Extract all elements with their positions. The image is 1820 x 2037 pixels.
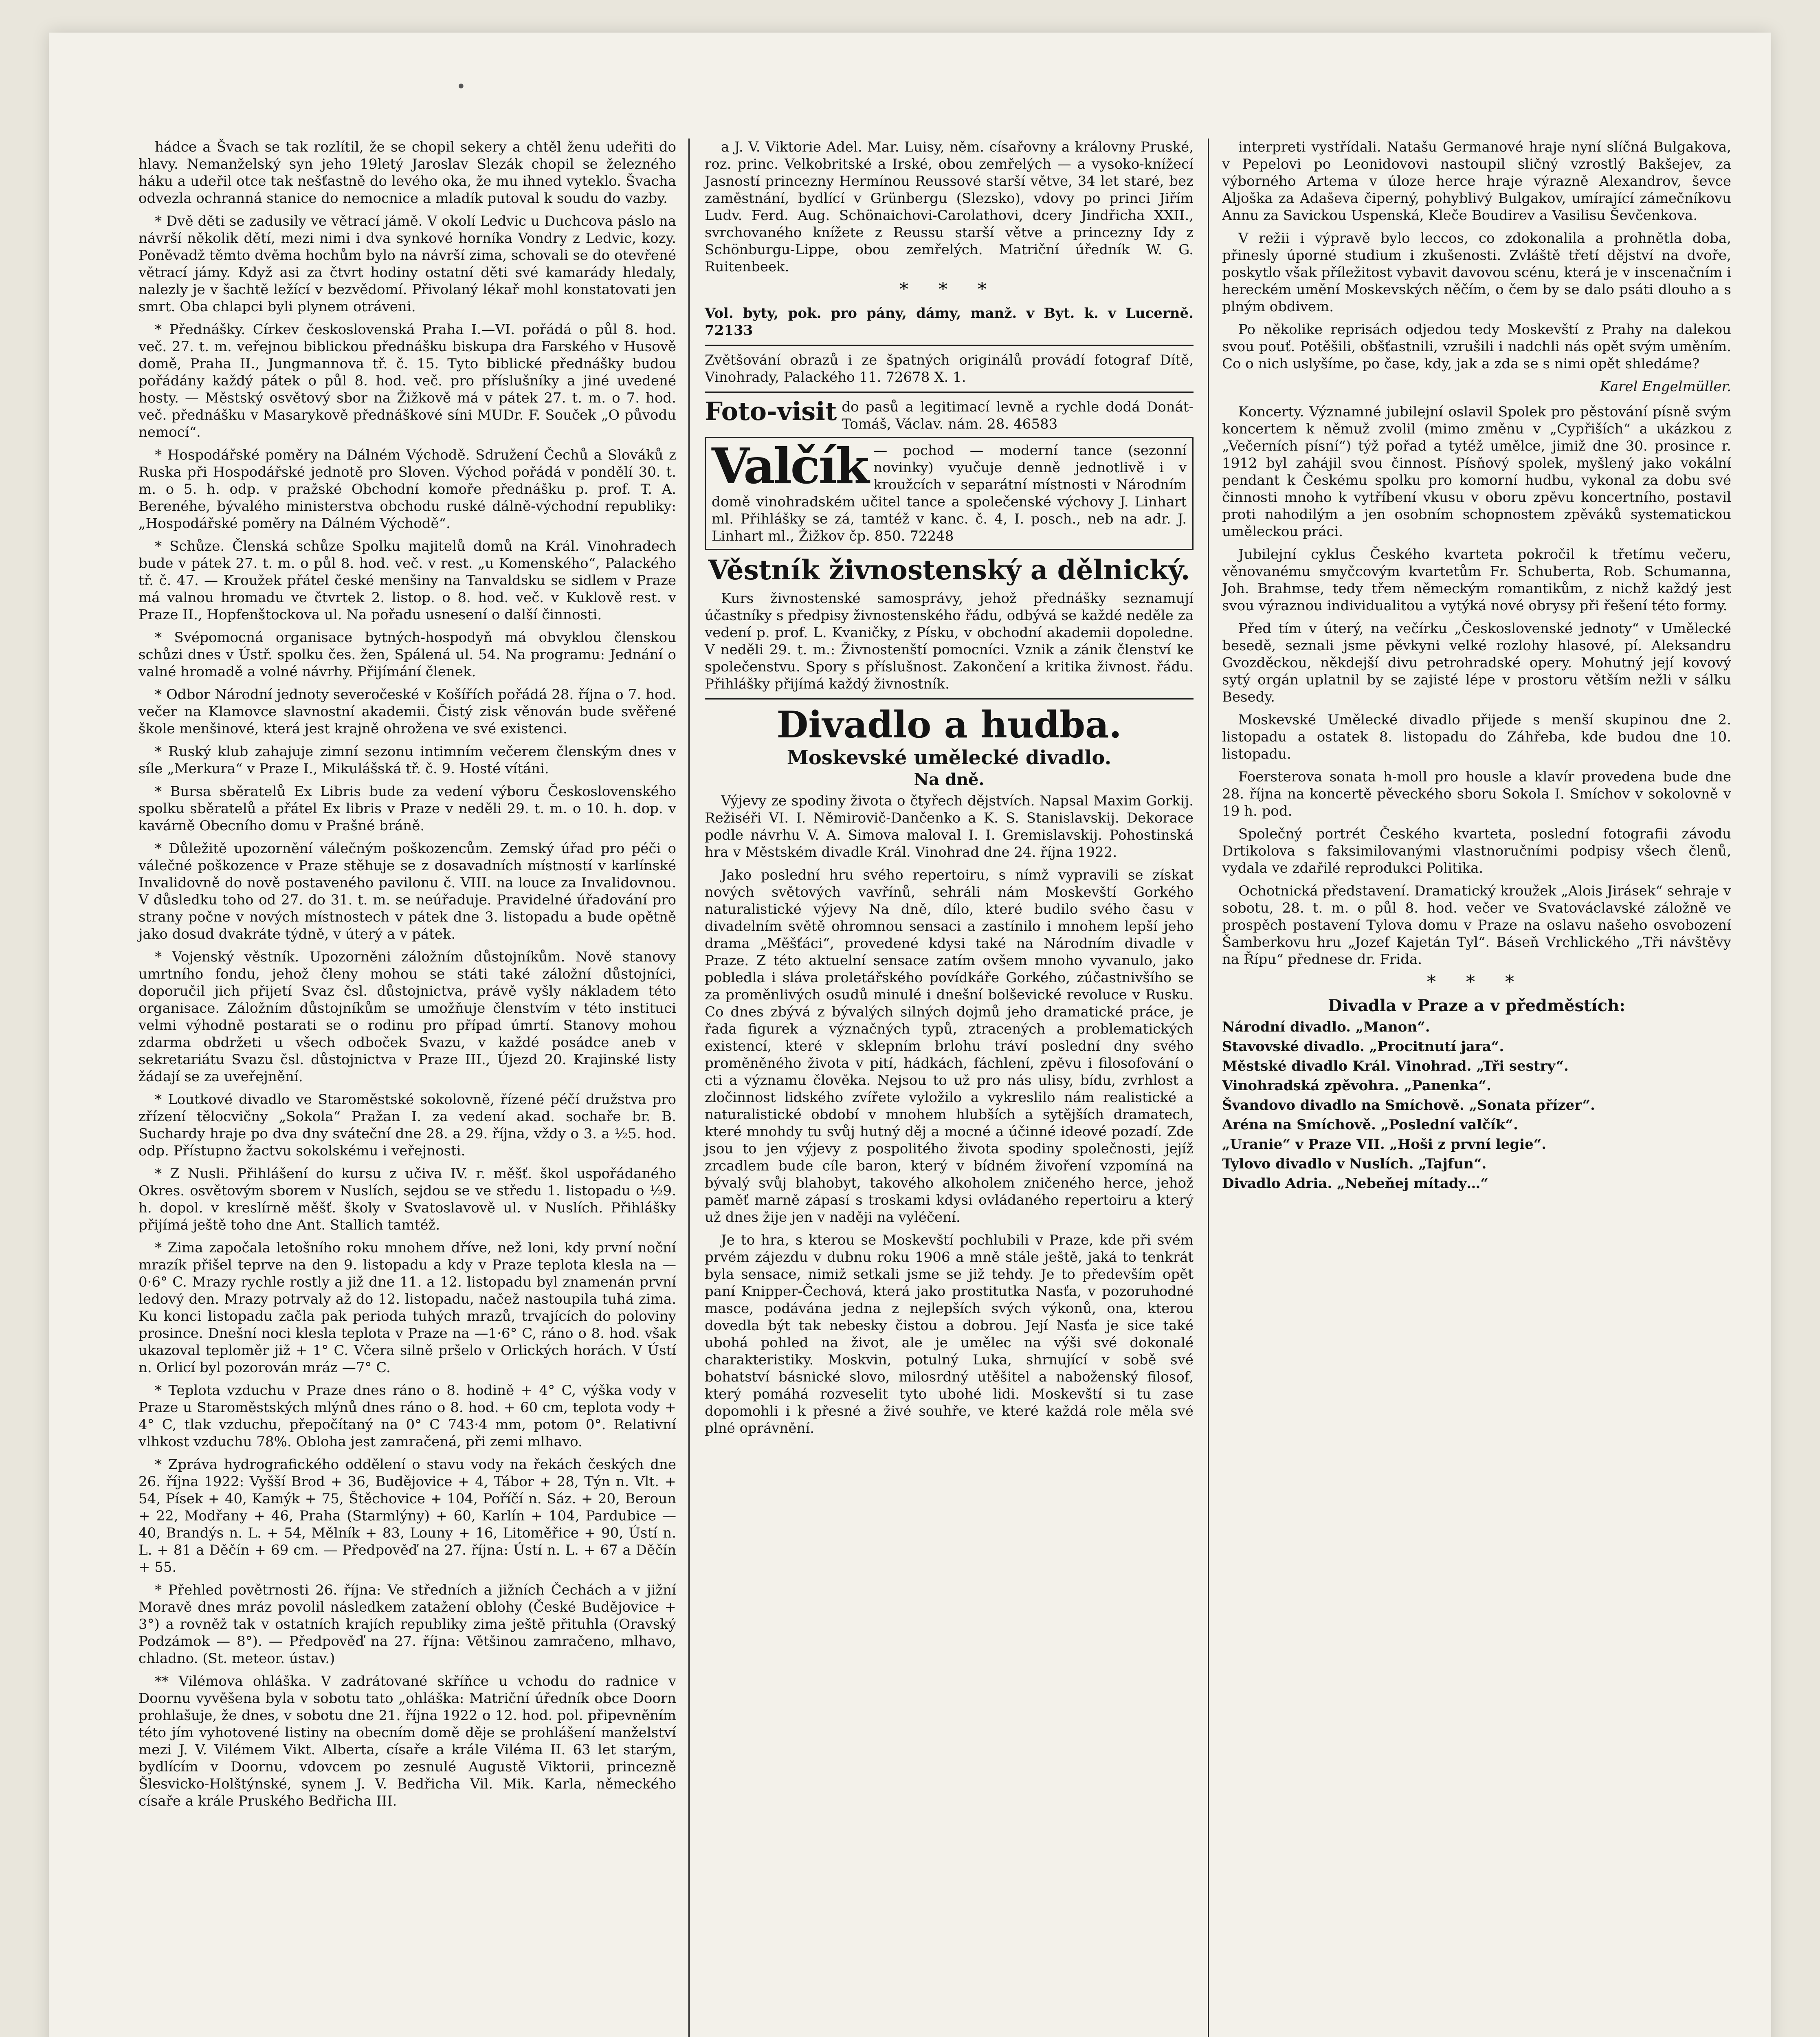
section-divider-stars: * * * — [1427, 972, 1526, 992]
article-paragraph: * Loutkové divadlo ve Staroměstské sokolovně, řízené péčí družstva pro zřízení tělocvičny „Sokola“ Pražan I. za vedení akad. sochaře br. B. Suchardy hraje po dva dny sváteční dne 28. a 29. října, vždy o 3. a ⅟₂5. hod. odp. Přístupno žactvu sokolskému i veřejnosti. — [138, 1091, 676, 1159]
ad-valcik-label: Valčík — [712, 438, 868, 495]
theatre-heading: Divadlo a hudba. — [776, 703, 1122, 746]
theatre-listing: Aréna na Smíchově. „Poslední valčík“. — [1222, 1117, 1518, 1133]
concert-paragraph: Společný portrét Českého kvarteta, poslední fotografii závodu Drtikolova s faksimilovanými vlastnoručními podpisy všech členů, vydala ve zdařilé reprodukci Politika. — [1222, 826, 1731, 876]
theatre-listing: „Uranie“ v Praze VII. „Hoši z první legie“. — [1222, 1136, 1547, 1153]
ad-foto-visit — [705, 398, 1194, 433]
concert-paragraph: Moskevské Umělecké divadlo přijede s menší skupinou dne 2. listopadu a ostatek 8. listopadu do Záhřeba, kde budou dne 10. listopadu. — [1222, 712, 1731, 762]
article-paragraph: * Ruský klub zahajuje zimní sezonu intimním večerem členským dnes v síle „Merkura“ v Praze I., Mikulášská tř. č. 9. Hosté vítáni. — [138, 744, 676, 777]
article-paragraph: * Dvě děti se zadusily ve větrací jámě. V okolí Ledvic u Duchcova páslo na návrší několik dětí, mezi nimi i dva synkové horníka Vondry z Ledvic, kozy. Poněvadž těmto dvěma hochům bylo na návrší zima, schovali se do otevřené větrací jámy. Když asi za čtvrt hodiny ostatní děti své kamarády hledaly, nalezly je v šachtě ležící v bezvědomí. Přivolaný lékař mohl konstatovati jen smrt. Oba chlapci byli plynem otráveni. — [138, 213, 676, 315]
article-paragraph: * Teplota vzduchu v Praze dnes ráno o 8. hodině + 4° C, výška vody v Praze u Staroměstských mlýnů dnes ráno o 8. hod. + 60 cm, teplota vody + 4° C, tlak vzduchu, přepočítaný na 0° C 743·4 mm, potom 0°. Relativní vlhkost vzduchu 78%. Obloha jest zamračená, při zemi mlhavo. — [138, 1382, 676, 1450]
article-paragraph: * Odbor Národní jednoty severočeské v Košířích pořádá 28. října o 7. hod. večer na Klamovce slavnostní akademii. Čistý zisk věnován bude svěřené škole menšinové, která jest krajně ohrožena ve své existenci. — [138, 686, 676, 737]
column-middle — [705, 139, 1194, 2037]
play-title: Na dně. — [914, 770, 985, 789]
theatre-listing: Městské divadlo Král. Vinohrad. „Tři sestry“. — [1222, 1058, 1569, 1074]
section-divider-stars: * * * — [899, 279, 999, 300]
review-paragraph: Jako poslední hru svého repertoiru, s nímž vypravili se získat nových světových vavřínů, sehráli nám Moskevští Gorkého naturalistické výjevy Na dně, dílo, které budilo svého času v divadelním světě ohromnou sensaci a zastínilo i mnohem lepší jeho drama „Měšťáci“, provedené kdysi také na Národním divadle v Praze. Z této aktuelní sensace zatím ovšem mnoho vyvanulo, jako pobledla i sláva proletářského povídkáře Gorkého, zúčastnivšího se za proměnlivých osudů minulé i dnešní bolševické revoluce v Rusku. Co dnes zbývá z bývalých silných dojmů jeho dramatické práce, je řada figurek a význačných typů, ztracených a problematických existencí, které v sklepním brlohu tráví poslední dny svého proměněného života v pití, hádkách, fáchlení, zpěvu i filosofování o cti a významu člověka. Nejsou to už pro nás ulisy, bídu, zvrhlost a zločinnost lidského zvířete vyložilo a vykreslilo nám realistické a naturalistické období v mnohem hlubších a sytějších dramatech, které mnohdy tu svůj hutný děj a mocné a účinné ideové pozadí. Zde jsou to jen výjevy z pospolitého života spodiny společnosti, jejíž zrcadlem bude cíle baron, který v bídném živoření vzpomíná na bývalý svůj blahobyt, takového alkoholem zničeného herce, jehož paměť marně zápasí s troskami kdysi ovládaného repertoiru a který už dnes žije jen v naději na vyléčení. — [705, 867, 1194, 1225]
article-paragraph: hádce a Švach se tak rozlítil, že se chopil sekery a chtěl ženu udeřiti do hlavy. Nemanželský syn jeho 19letý Jaroslav Slezák chopil se železného háku a udeřil otce tak nešťastně do levého oka, že mu ihned vyteklo. Švacha odvezla ochranná stanice do nemocnice a mladík putoval k soudu do vazby. — [138, 139, 676, 207]
divider — [705, 345, 1194, 346]
column-right — [1222, 139, 1731, 2037]
article-paragraph: * Hospodářské poměry na Dálném Východě. Sdružení Čechů a Slováků z Ruska při Hospodářské jednotě pro Sloven. Východ pořádá v pondělí 30. t. m. o 5. h. odp. v pražské Obchodní komoře přednášku p. prof. T. A. Berenéhe, bývalého ministerstva obchodu ruské dálně-východní republiky: „Hospodářské poměry na Dálném Východě“. — [138, 447, 676, 532]
article-paragraph: a J. V. Viktorie Adel. Mar. Luisy, něm. císařovny a královny Pruské, roz. princ. Velkobritské a Irské, obou zemřelých — a vysoko-knížecí Jasností princezny Hermínou Reussové starší větve, 34 let staré, bez zaměstnání, bydlící v Grünbergu (Slezsko), vdovy po princi Jiřím Ludv. Ferd. Aug. Schönaichovi-Carolathovi, dcery Jindřicha XXII., svrchovaného knížete z Reussu starší větve a princezny Idy z Schönburgu-Lippe, obou zemřelých. Matriční úředník W. G. Ruitenbeek. — [705, 139, 1194, 275]
column-left — [138, 139, 676, 2037]
vestnik-paragraph: Kurs živnostenské samosprávy, jehož přednášky seznamují účastníky s předpisy živnostenského řádu, odbývá se každé neděle za vedení p. prof. L. Kvaničky, z Písku, v obchodní akademii dopoledne. V neděli 29. t. m.: Živnostenští pomocníci. Vznik a zánik členství ke společenstvu. Spory s příslušnost. Zakončení a kritika živnost. řádu. Přihlášky přijímá každý živnostník. — [705, 590, 1194, 692]
ad-foto-text: do pasů a legitimací levně a rychle dodá Donát-Tomáš, Václav. nám. 28. 46583 — [842, 399, 1194, 432]
ad-zvetsovani: Zvětšování obrazů i ze špatných originálů provádí fotograf Dítě, Vinohrady, Palackého 11. 72678 X. 1. — [705, 352, 1194, 385]
theatre-listing: Vinohradská zpěvohra. „Panenka“. — [1222, 1078, 1491, 1094]
vestnik-heading: Věstník živnostenský a dělnický. — [708, 554, 1190, 586]
concert-paragraph: Před tím v úterý, na večírku „Československé jednoty“ v Umělecké besedě, seznali jsme pěvkyni velké rozlohy hlasové, pí. Aleksandru Gvozděckou, někdejší divu petrohradské opery. Mohutný její kovový sytý orgán uplatnil by se zajisté lépe v prostoru větším nežli v sálku Besedy. — [1222, 620, 1731, 705]
article-paragraph: * Důležitě upozornění válečným poškozencům. Zemský úřad pro péči o válečné poškozence v Praze stěhuje se z dosavadních místností v karlínské Invalidovně do nově postaveného pavilonu č. VIII. na louce za Invalidovnou. V důsledku toho od 27. do 31. t. m. se neúřaduje. Pravidelné úřadování pro strany počne v nových místnostech v pátek dne 3. listopadu a bude opětně jako dosud dvakráte týdně, v úterý a v pátek. — [138, 840, 676, 942]
article-paragraph: * Bursa sběratelů Ex Libris bude za vedení výboru Československého spolku sběratelů a přátel Ex libris v Praze v neděli 29. t. m. o 10. h. dop. v kavárně Obecního domu v Prašné bráně. — [138, 783, 676, 834]
page-marker: • — [456, 77, 466, 96]
theatre-listing: Národní divadlo. „Manon“. — [1222, 1019, 1430, 1035]
article-paragraph: ** Vilémova ohláška. V zadrátované skříňce u vchodu do radnice v Doornu vyvěšena byla v sobotu tato „ohláška: Matriční úředník obce Doorn prohlašuje, že dnes, v sobotu dne 21. října 1922 o 12. hod. pol. připevněním této jím vyhotovené listiny na obecním domě děje se prohlášení manželství mezi J. V. Vilémem Vikt. Alberta, císaře a krále Viléma II. 63 let starým, bydlícím v Doornu, vdovcem po zesnulé Augustě Viktorii, princezně Šlesvicko-Holštýnské, synem J. V. Bedřicha Vil. Mik. Karla, německého císaře a krále Pruského Bedřicha III. — [138, 1673, 676, 1809]
divider — [705, 698, 1194, 700]
concert-paragraph: Koncerty. Významné jubilejní oslavil Spolek pro pěstování písně svým koncertem k němuž zvolil (mimo změnu v „Cypřiších“ a ukázkou z „Večerních písní“) týž pořad a tytéž umělce, jimiž dne 30. prosince r. 1912 byl zahájil svou činnost. Písňový spolek, myšlený jako vokální pendant k Českému spolku pro komorní hudbu, vykonal za dobu své činnosti mnoho k vytříbení vkusu v oboru zpěvu koncertního, postavil proti nahodilým a jen osobním schopnostem zpěváků systematickou uměleckou práci. — [1222, 404, 1731, 540]
theatre-listing: Tylovo divadlo v Nuslích. „Tajfun“. — [1222, 1156, 1487, 1172]
newspaper-page — [49, 33, 1771, 2037]
column-rule-2 — [1208, 139, 1209, 2037]
review-paragraph: Po několike reprisách odjedou tedy Moskevští z Prahy na dalekou svou pouť. Potěšili, obšťastnili, vzrušili i nadchli nás opět svým uměním. Co o nich uslyšíme, po čase, kdy, jak a zda se s nimi opět shledáme? — [1222, 321, 1731, 372]
theatre-listing: Divadlo Adria. „Nebeňej mítady…“ — [1222, 1175, 1488, 1192]
article-paragraph: * Zpráva hydrografického oddělení o stavu vody na řekách českých dne 26. října 1922: Vyšší Brod + 36, Budějovice + 4, Tábor + 28, Týn n. Vlt. + 54, Písek + 40, Kamýk + 75, Štěchovice + 104, Poříčí n. Sáz. + 20, Beroun + 22, Modřany + 46, Praha (Starmlýny) + 60, Karlín + 104, Pardubice — 40, Brandýs n. L. + 54, Mělník + 83, Louny + 16, Litoměřice + 90, Ústí n. L. + 81 a Děčín + 69 cm. — Předpověď na 27. října: Ústí n. L. + 67 a Děčín + 55. — [138, 1456, 676, 1575]
article-paragraph: * Z Nusli. Přihlášení do kursu z učiva IV. r. měšť. škol uspořádaného Okres. osvětovým sborem v Nuslích, sejdou se ve středu 1. listopadu o ⅟₂9. h. dopol. v kreslírně měšť. školy v Svatoslavově ul. v Nuslích. Přihlášky přijímá ještě toho dne Ant. Stallich tamtéž. — [138, 1166, 676, 1233]
review-paragraph: Je to hra, s kterou se Moskevští pochlubili v Praze, kde při svém prvém zájezdu v dubnu roku 1906 a mně stále ještě, jaká to tenkrát byla sensace, nimiž setkali jsme se již tehdy. Je to především opět paní Knipper-Čechová, která jako prostitutka Nasťa, v pozoruhodné masce, podávána jedna z nejlepších svých výkonů, ona, kterou dovedla být tak nebesky čistou a dobrou. Její Nasťa je sice také ubohá pohled na život, ale je umělec na výši své dokonalé charakteristiky. Moskvin, potulný Luka, shrnující v sobě své bohatství básnické slovo, milosrdný utěšitel a naboženský filosof, který pomáhá rozveselit tyto ubohé lidi. Moskevští si tu zase dopomohli i k přesné a živé souhře, ve které každá role měla své plné oprávnění. — [705, 1232, 1194, 1436]
review-paragraph: interpreti vystřídali. Natašu Germanové hraje nyní slíčná Bulgakova, v Pepelovi po Leonidovovi nastoupil sličný vzrostlý Bakšejev, za výborného Artema v úloze herce hraje výrazně Alexandrov, ševce Aljoška za Adaševa čiperný, pohyblivý Bulgakov, umírající zámečníkovu Annu za Savickou Uspenská, Kleče Boudirev a Vasilisu Ševčenkova. — [1222, 139, 1731, 224]
article-paragraph: * Svépomocná organisace bytných-hospodyň má obvyklou členskou schůzi dnes v Ústř. spolku čes. žen, Spálená ul. 54. Na programu: Jednání o valné hromadě a volné návrhy. Přijímání členek. — [138, 629, 676, 680]
article-paragraph: * Schůze. Členská schůze Spolku majitelů domů na Král. Vinohradech bude v pátek 27. t. m. o půl 8. hod. več. v rest. „u Komenského“, Palackého tř. č. 47. — Kroužek přátel české menšiny na Tanvaldsku se sidlem v Praze má valnou hromadu ve čtvrtek 2. listop. o 8. hod. več. v Kuklově rest. v Praze II., Hopfenštockova ul. Na pořadu usnesení o další činnosti. — [138, 538, 676, 623]
article-paragraph: * Přehled povětrnosti 26. října: Ve středních a jižních Čechách a v jižní Moravě dnes mráz povolil následkem zatažení oblohy (České Budějovice + 3°) a rovněž tak v ostatních krajích republiky zima ještě přituhla (Oravský Podzámok — 8°). — Předpověď na 27. října: Většinou zamračeno, mlhavo, chladno. (St. meteor. ústav.) — [138, 1582, 676, 1667]
author-signature: Karel Engelmüller. — [1600, 378, 1731, 395]
concert-paragraph: Foersterova sonata h-moll pro housle a klavír provedena bude dne 28. října na koncertě pěveckého sboru Sokola I. Smíchov v sokolovně v 19 h. pod. — [1222, 769, 1731, 819]
concert-paragraph: Jubilejní cyklus Českého kvarteta pokročil k třetímu večeru, věnovanému smyčcovým kvartetům Fr. Schuberta, Rob. Schumanna, Joh. Brahmse, tedy třem německým romantikům, z nichž každý jest svou výraznou individualitou a vytýká nové obrysy při řešení této formy. — [1222, 546, 1731, 614]
ad-foto-label: Foto-visit — [705, 396, 837, 426]
article-paragraph: * Vojenský věstník. Upozorněni záložním důstojníkům. Nově stanovy umrtního fondu, jehož členy mohou se státi také záložní důstojníci, doporučil jich přijetí Svaz čsl. důstojnictva, právě vyšly nákladem této organisace. Záložním důstojníkům se umožňuje členstvím v této instituci velmi výhodně postarati se o rodinu pro případ úmrtí. Stanovy mohou zdarma obdržeti u všech odboček Svazu, v každé posádce aneb v sekretariátu Svazu čsl. důstojnictva v Praze III., Újezd 20. Krajinské listy žádají se za uveřejnění. — [138, 949, 676, 1085]
review-paragraph: Výjevy ze spodiny života o čtyřech dějstvích. Napsal Maxim Gorkij. Režiséři VI. I. Němirovič-Dančenko a K. S. Stanislavskij. Dekorace podle návrhu V. A. Simova maloval I. I. Gremislavskij. Pohostinská hra v Městském divadle Král. Vinohrad dne 24. října 1922. — [705, 793, 1194, 860]
listings-heading: Divadla v Praze a v předměstích: — [1328, 996, 1626, 1015]
ad-vol-byty: Vol. byty, pok. pro pány, dámy, manž. v Byt. k. v Lucerně. 72133 — [705, 305, 1194, 339]
theatre-listing: Švandovo divadlo na Smíchově. „Sonata přízer“. — [1222, 1097, 1595, 1113]
ad-valcik — [705, 437, 1194, 550]
review-paragraph: V režii i výpravě bylo leccos, co zdokonalila a prohnětla doba, přinesly úporné studium i zkušenosti. Zvláště třetí dějství na dvoře, poskytlo však příležitost vybavit davovou scénu, která je v inscenačním i hereckém umění Moskevských něčím, o čem by se dalo psáti dlouho a s plným obdivem. — [1222, 230, 1731, 315]
divider — [705, 392, 1194, 393]
column-rule-1 — [688, 139, 690, 2037]
article-paragraph: * Přednášky. Církev československá Praha I.—VI. pořádá o půl 8. hod. več. 27. t. m. veřejnou biblickou přednášku biskupa dra Farského v Husově domě, Praha II., Jungmannova tř. č. 15. Tyto biblické přednášky budou pořádány každý pátek o půl 8. hod. več. pro příslušníky a jiné uvedené hosty. — Městský osvětový sbor na Žižkově má v pátek 27. t. m. o 7. hod. več. přednášku v Masarykově přednáškové síni MUDr. F. Souček „O původu nemocí“. — [138, 321, 676, 440]
ad-valcik-text: — pochod — moderní tance (sezonní novinky) vyučuje denně jednotlivě i v kroužcích v separátní místnosti v Národním domě vinohradském učitel tance a společenské výchovy J. Linhart ml. Přihlášky se zá, tamtéž v kanc. č. 4, I. posch., neb na adr. J. Linhart ml., Žižkov čp. 850. 72248 — [712, 442, 1187, 544]
theatre-listing: Stavovské divadlo. „Procitnutí jara“. — [1222, 1038, 1504, 1055]
concert-paragraph: Ochotnická představení. Dramatický kroužek „Alois Jirásek“ sehraje v sobotu, 28. t. m. o půl 8. hod. večer ve Svatováclavské záložně ve prospěch postavení Tylova domu v Praze na oslavu našeho osvobození Šamberkovu hru „Jozef Kajetán Tyl“. Báseň Vrchlického „Tři návštěvy na Řípu“ přednese dr. Frida. — [1222, 883, 1731, 968]
theatre-subheading: Moskevské umělecké divadlo. — [787, 746, 1112, 769]
article-paragraph: * Zima započala letošního roku mnohem dříve, než loni, kdy první noční mrazík přišel teprve na den 9. listopadu a kdy v Praze teplota klesla na —0·6° C. Mrazy rychle rostly a již dne 11. a 12. listopadu byl znamenán první ledový den. Mrazy potrvaly až do 12. listopadu, načež nastoupila tuhá zima. Ku konci listopadu začla pak perioda tuhých mrazů, trvajících do poloviny prosince. Dnešní noci klesla teplota v Praze na —1·6° C, ráno o 8. hod. však ukazoval teploměr již + 1° C. Včera silně pršelo v Orlických horách. V Ústí n. Orlicí byl pozorován mráz —7° C. — [138, 1240, 676, 1376]
